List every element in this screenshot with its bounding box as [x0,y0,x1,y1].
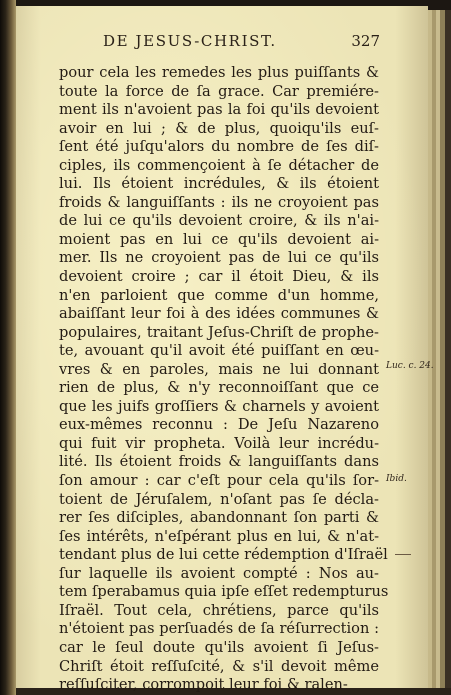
text-line: toute la force de ſa grace. Car premiére- [59,82,379,100]
text-line: toient de Jéruſalem, n'oſant pas ſe décla- [59,490,379,508]
text-line: ſent été juſqu'alors du nombre de ſes diſ- [59,138,379,156]
body-text [59,64,389,695]
text-line: tendant plus de lui cette rédemption d'Iſraël [59,546,388,564]
text-line: mer. Ils ne croyoient pas de lui ce qu'ils [59,249,379,267]
text-line: ſes intérêts, n'eſpérant plus en lui, & n'at- [59,527,379,545]
text-line: n'étoient pas perſuadés de ſa réſurrection : [59,620,379,638]
text-line: rer ſes diſciples, abandonnant ſon parti & [59,509,379,527]
text-line: ſon amour : car c'eſt pour cela qu'ils ſor- [59,472,379,490]
book-cover-edge [445,10,451,688]
page-header [60,30,380,52]
book-spine-shadow [0,0,16,695]
text-line: ment ils n'avoient pas la foi qu'ils devoient [59,101,379,119]
text-line: devoient croire ; car il étoit Dieu, & ils [59,268,379,286]
text-line: ciples, ils commençoient à ſe détacher de [59,156,379,174]
text-line: eux-mêmes reconnu : De Jeſu Nazareno [59,416,379,434]
text-line: froids & languiſſants : ils ne croyoient pas [59,193,379,211]
margin-note: Luc. c. 24. [386,361,434,371]
text-line: Iſraël. Tout cela, chrétiens, parce qu'ils [59,601,379,619]
text-line: Chriſt étoit reſſuſcité, & s'il devoit même [59,657,379,675]
text-line: qui fuit vir propheta. Voilà leur incrédu- [59,434,379,452]
text-line: rien de plus, & n'y reconnoiſſant que ce [59,379,379,397]
text-line: abaiſſant leur foi à des idées communes & [59,305,379,323]
text-line: de lui ce qu'ils devoient croire, & ils n'ai- [59,212,379,230]
text-line: te, avouant qu'il avoit été puiſſant en œu- [59,342,379,360]
text-line: car le ſeul doute qu'ils avoient ſi Jeſus- [59,638,379,656]
text-line: pour cela les remedes les plus puiſſants & [59,64,379,81]
text-line: reſſuſciter, corrompoit leur foi & ralen- [59,676,348,694]
text-line: populaires, traitant Jeſus-Chriſt de prophe- [59,323,379,341]
text-line: avoir en lui ; & de plus, quoiqu'ils euſ- [59,119,379,137]
text-line: vres & en paroles, mais ne lui donnant [59,360,379,378]
text-line: tem ſperabamus quia ipſe eſſet redempturus [59,583,389,601]
page-number: 327 [351,32,380,50]
text-line: ſur laquelle ils avoient compté : Nos au- [59,564,379,582]
margin-note: Ibid. [386,474,407,484]
text-line: que les juifs groſſiers & charnels y avoient [59,397,379,415]
text-line: lité. Ils étoient froids & languiſſants dans [59,453,379,471]
text-line: n'en parloient que comme d'un homme, [59,286,379,304]
text-line: moient pas en lui ce qu'ils devoient ai- [59,230,379,248]
text-line: lui. Ils étoient incrédules, & ils étoient [59,175,379,193]
margin-dash [395,554,411,555]
running-title: DE JESUS-CHRIST. [103,32,277,50]
